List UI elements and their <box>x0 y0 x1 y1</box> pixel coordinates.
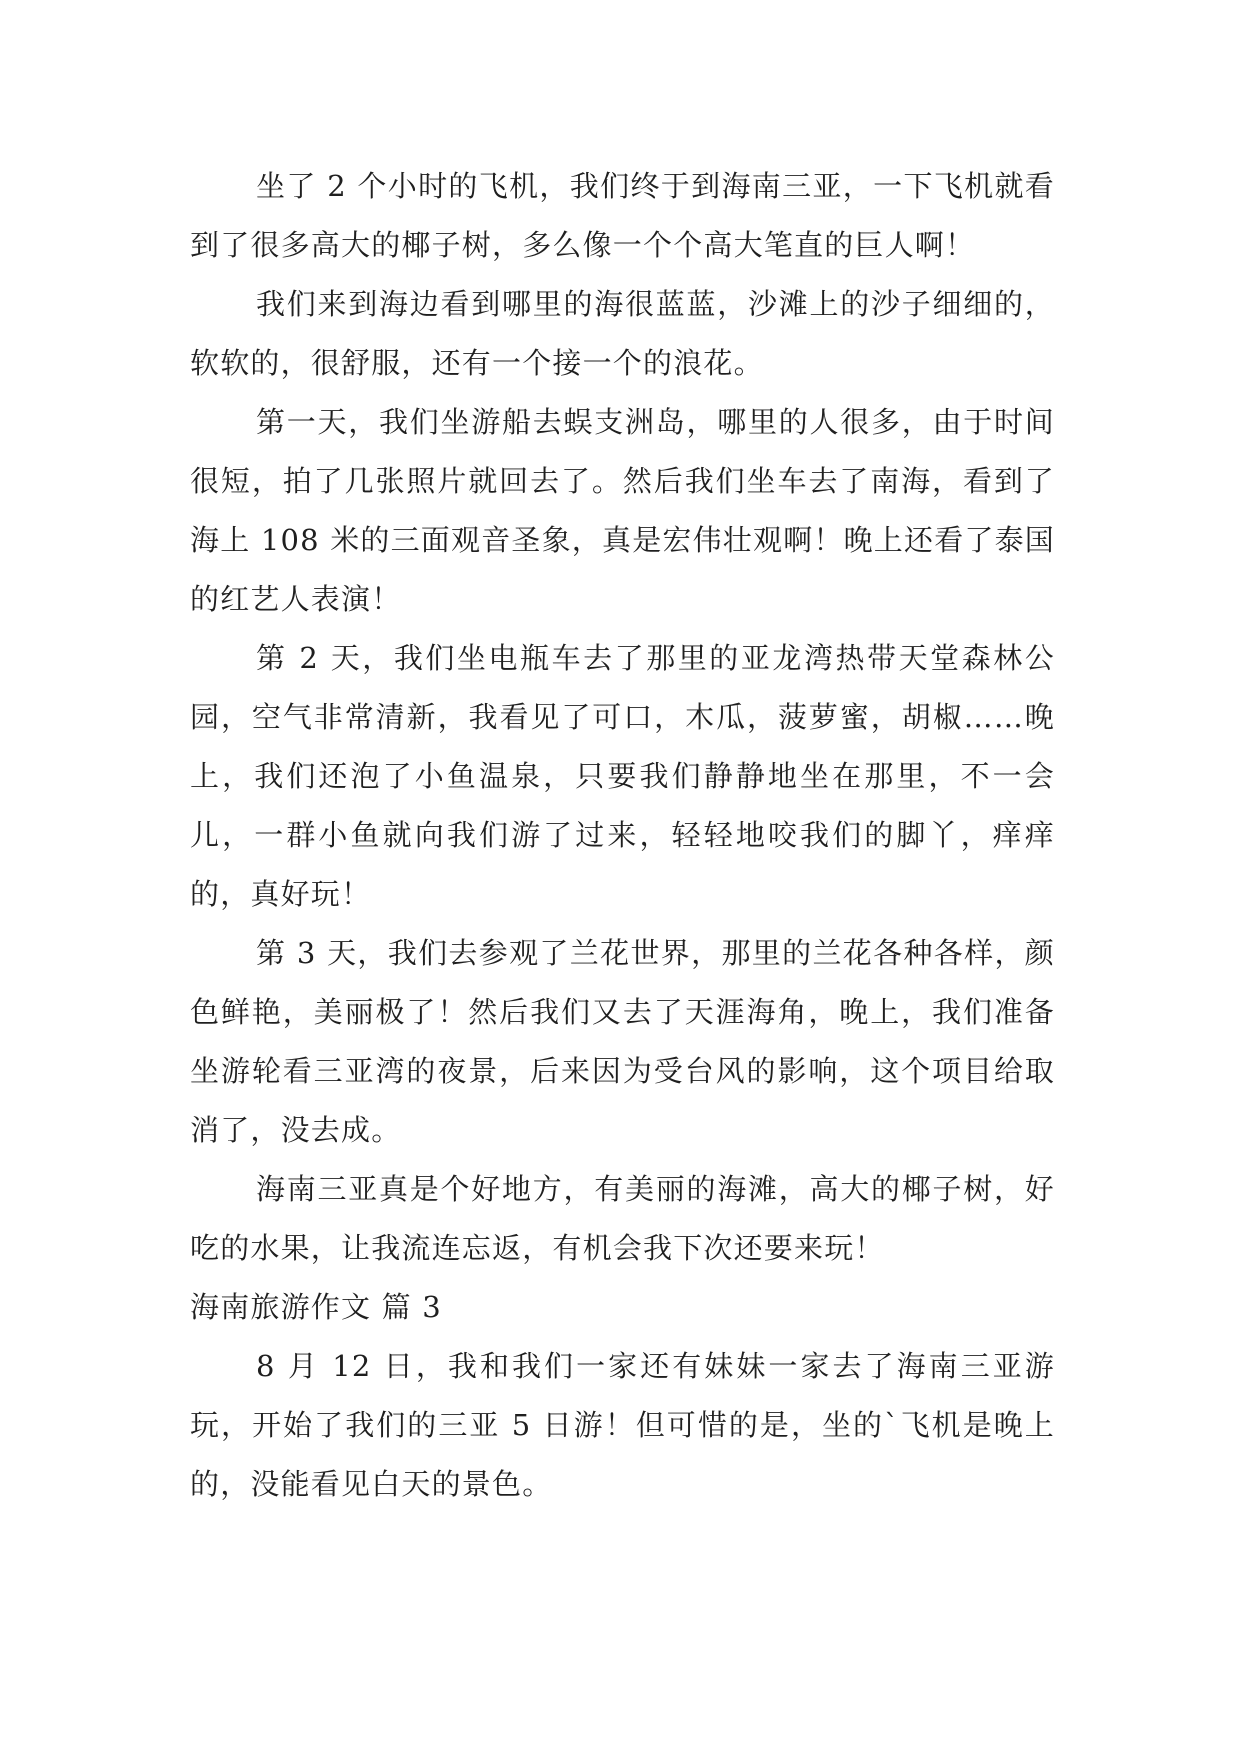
paragraph-7: 8 月 12 日，我和我们一家还有妹妹一家去了海南三亚游玩，开始了我们的三亚 5 日游！但可惜的是，坐的`飞机是晚上的，没能看见白天的景色。 <box>190 1349 1055 1501</box>
paragraph-6: 海南三亚真是个好地方，有美丽的海滩，高大的椰子树，好吃的水果，让我流连忘返，有机会我下次还要来玩！ <box>190 1172 1055 1265</box>
section-heading: 海南旅游作文 篇 3 <box>190 1290 442 1324</box>
paragraph-1: 坐了 2 个小时的飞机，我们终于到海南三亚，一下飞机就看到了很多高大的椰子树，多么像一个个高大笔直的巨人啊！ <box>190 169 1055 262</box>
document-body <box>190 157 1055 1514</box>
paragraph-3: 第一天，我们坐游船去蜈支洲岛，哪里的人很多，由于时间很短，拍了几张照片就回去了。然后我们坐车去了南海，看到了海上 108 米的三面观音圣象，真是宏伟壮观啊！晚上还看了泰国的红艺人表演！ <box>190 405 1055 616</box>
paragraph-4: 第 2 天，我们坐电瓶车去了那里的亚龙湾热带天堂森林公园，空气非常清新，我看见了可口，木瓜，菠萝蜜，胡椒……晚上，我们还泡了小鱼温泉，只要我们静静地坐在那里，不一会儿，一群小鱼就向我们游了过来，轻轻地咬我们的脚丫，痒痒的，真好玩！ <box>190 641 1055 911</box>
paragraph-5: 第 3 天，我们去参观了兰花世界，那里的兰花各种各样，颜色鲜艳，美丽极了！然后我们又去了天涯海角，晚上，我们准备坐游轮看三亚湾的夜景，后来因为受台风的影响，这个项目给取消了，没去成。 <box>190 936 1055 1147</box>
paragraph-2: 我们来到海边看到哪里的海很蓝蓝，沙滩上的沙子细细的，软软的，很舒服，还有一个接一个的浪花。 <box>190 287 1055 380</box>
